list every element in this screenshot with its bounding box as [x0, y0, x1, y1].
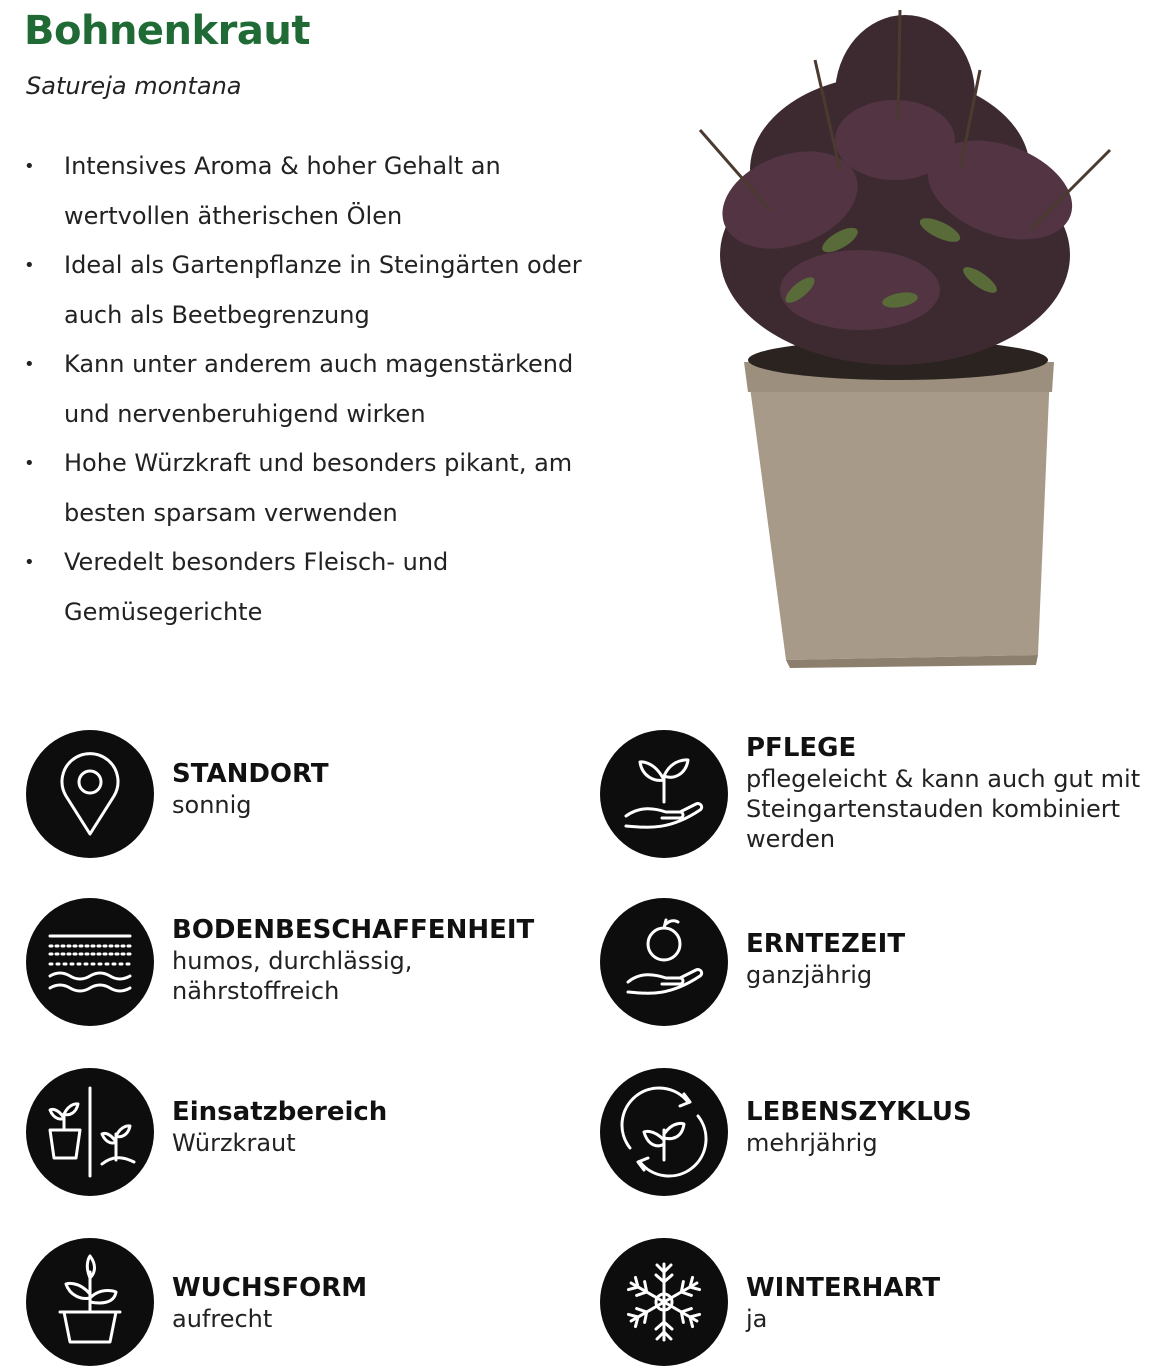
cycle-leaf-icon [600, 1068, 728, 1196]
feature-label: WINTERHART [746, 1273, 941, 1303]
fruit-hand-icon [600, 898, 728, 1026]
list-item: • Veredelt besonders Fleisch- und Gemüsegerichte [22, 538, 612, 637]
feature-value: humos, durchlässig, nährstoffreich [172, 947, 413, 1005]
list-item: • Hohe Würzkraft und besonders pikant, am besten sparsam verwenden [22, 439, 612, 538]
seedling-hand-icon [600, 730, 728, 858]
feature-value: aufrecht [172, 1305, 273, 1333]
feature-erntezeit [600, 898, 1160, 1028]
feature-value: ganzjährig [746, 961, 873, 989]
feature-label: BODENBESCHAFFENHEIT [172, 915, 535, 945]
feature-winterhart [600, 1238, 1160, 1368]
feature-list [22, 142, 612, 637]
botanical-name: Satureja montana [26, 72, 242, 100]
soil-layers-icon [26, 898, 154, 1026]
feature-wuchsform [26, 1238, 586, 1368]
feature-pflege [600, 730, 1160, 860]
feature-value: sonnig [172, 791, 252, 819]
feature-einsatz [26, 1068, 586, 1198]
snowflake-icon [600, 1238, 728, 1366]
feature-label: STANDORT [172, 759, 329, 789]
plant-photo [640, 0, 1140, 675]
list-item: • Kann unter anderem auch magenstärkend und nervenberuhigend wirken [22, 340, 612, 439]
feature-lebenszyklus [600, 1068, 1160, 1198]
list-item: • Intensives Aroma & hoher Gehalt an wertvollen ätherischen Ölen [22, 142, 612, 241]
feature-value: ja [746, 1305, 768, 1333]
feature-boden [26, 898, 586, 1028]
feature-standort [26, 730, 586, 860]
feature-label: Einsatzbereich [172, 1097, 388, 1127]
feature-value: Würzkraut [172, 1129, 296, 1157]
feature-label: PFLEGE [746, 733, 857, 763]
feature-label: LEBENSZYKLUS [746, 1097, 972, 1127]
feature-value: mehrjährig [746, 1129, 878, 1157]
feature-value: pflegeleicht & kann auch gut mit Steingartenstauden kombiniert werden [746, 765, 1141, 853]
page-title: Bohnenkraut [24, 8, 310, 54]
potted-plant-icon [26, 1238, 154, 1366]
feature-label: ERNTEZEIT [746, 929, 906, 959]
pot-and-ground-icon [26, 1068, 154, 1196]
location-pin-icon [26, 730, 154, 858]
list-item: • Ideal als Gartenpflanze in Steingärten oder auch als Beetbegrenzung [22, 241, 612, 340]
feature-label: WUCHSFORM [172, 1273, 368, 1303]
